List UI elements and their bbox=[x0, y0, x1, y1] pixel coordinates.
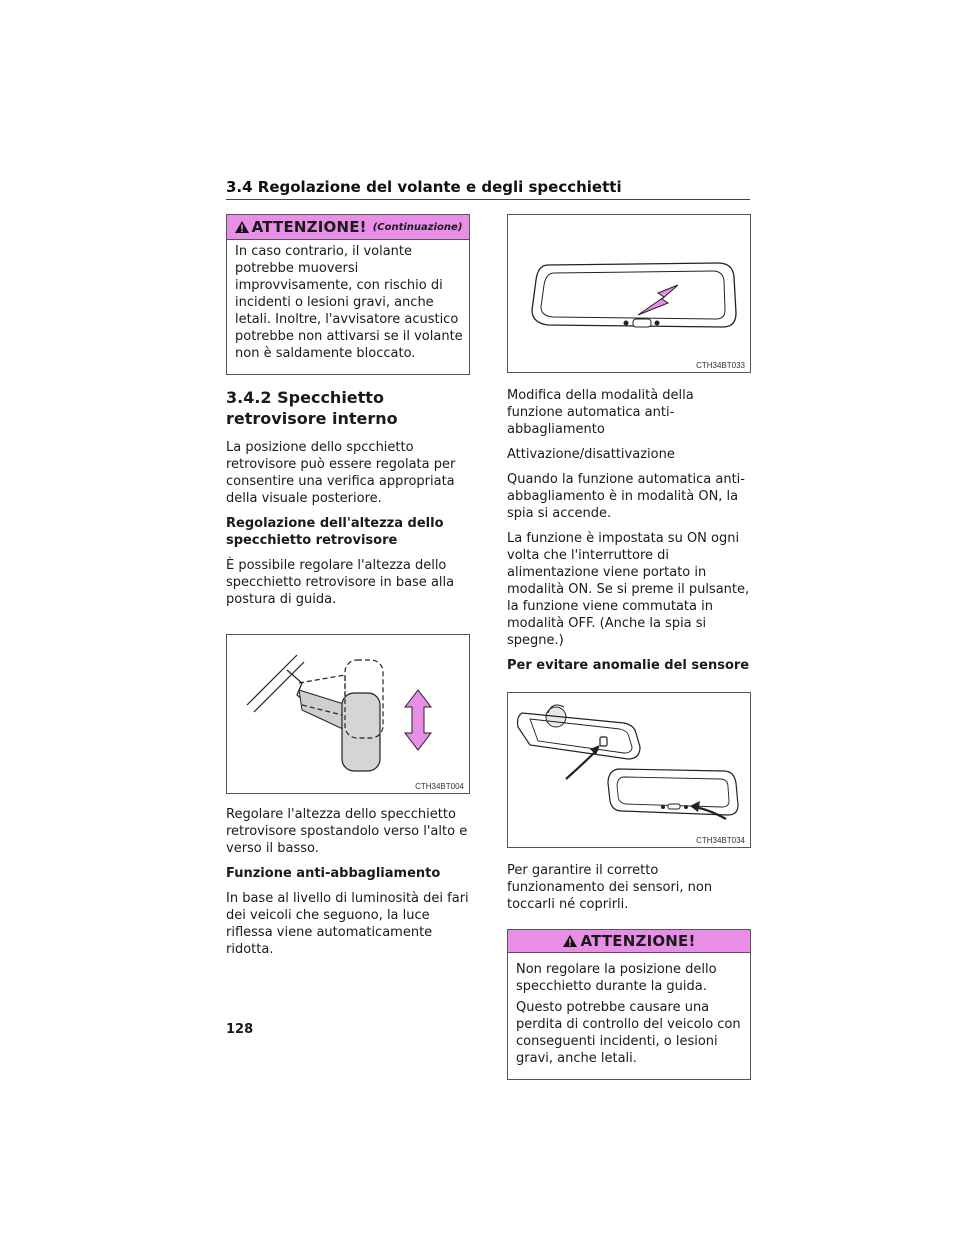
figure-sensors bbox=[507, 692, 751, 848]
warning-continued-label: (Continuazione) bbox=[372, 221, 463, 233]
figure-code: CTH34BT034 bbox=[696, 836, 745, 845]
warning-header bbox=[508, 930, 750, 953]
warning-title: ATTENZIONE! bbox=[580, 932, 696, 950]
warning-body bbox=[227, 240, 469, 374]
right-column bbox=[507, 214, 751, 1092]
mirror-button-illustration bbox=[508, 215, 752, 372]
on-text: Quando la funzione automatica anti-abbagliamento è in modalità ON, la spia si accende. bbox=[507, 472, 745, 521]
page-header: 3.4 Regolazione del volante e degli specchietti bbox=[226, 178, 622, 196]
figure-code: CTH34BT033 bbox=[696, 361, 745, 370]
warning-box bbox=[507, 929, 751, 1080]
power-text: La funzione è impostata su ON ogni volta che l'interruttore di alimentazione viene portato in modalità ON. Se si preme il pulsante, la funzione viene commutata in modalità OFF. (Anche la spia si spegne.) bbox=[507, 531, 750, 648]
toggle-text: Attivazione/disattivazione bbox=[507, 447, 675, 462]
warning-triangle-icon bbox=[562, 934, 578, 948]
antiglare-heading: Funzione anti-abbagliamento bbox=[226, 866, 441, 881]
mode-text: Modifica della modalità della funzione automatica anti-abbagliamento bbox=[507, 388, 694, 437]
header-divider bbox=[226, 199, 750, 200]
warning-triangle-icon bbox=[234, 220, 250, 234]
height-caption: Regolare l'altezza dello specchietto retrovisore spostandolo verso l'alto e verso il basso. bbox=[226, 807, 468, 856]
height-heading: Regolazione dell'altezza dello specchietto retrovisore bbox=[226, 516, 444, 548]
sensor-text: Per garantire il corretto funzionamento dei sensori, non toccarli né coprirli. bbox=[507, 863, 713, 912]
left-column bbox=[226, 214, 470, 966]
warning-title: ATTENZIONE! bbox=[251, 218, 367, 236]
mirror-height-illustration bbox=[227, 635, 471, 793]
section-intro: La posizione dello spcchietto retrovisore può essere regolata per consentire una verifica appropriata della visuale posteriore. bbox=[226, 440, 456, 506]
page-number: 128 bbox=[226, 1022, 254, 1037]
section-title: 3.4.2 Specchietto retrovisore interno bbox=[226, 388, 398, 428]
figure-code: CTH34BT004 bbox=[415, 782, 464, 791]
warning-text-2: Questo potrebbe causare una perdita di controllo del veicolo con conseguenti incidenti, o lesioni gravi, anche letali. bbox=[516, 1000, 741, 1066]
mirror-sensors-illustration bbox=[508, 693, 752, 847]
warning-header bbox=[227, 215, 469, 240]
warning-text: In caso contrario, il volante potrebbe muoversi improvvisamente, con rischio di incidenti o lesioni gravi, anche letali. Inoltre, l'avvisatore acustico potrebbe non attivarsi se il volante non è saldamente bloccato. bbox=[235, 244, 463, 361]
warning-box-continued bbox=[226, 214, 470, 375]
warning-body bbox=[508, 953, 750, 1079]
sensor-heading: Per evitare anomalie del sensore bbox=[507, 658, 750, 673]
antiglare-text: In base al livello di luminosità dei fari dei veicoli che seguono, la luce riflessa viene automaticamente ridotta. bbox=[226, 891, 469, 957]
height-text: È possibile regolare l'altezza dello specchietto retrovisore in base alla postura di guida. bbox=[226, 558, 455, 607]
figure-mirror-height bbox=[226, 634, 470, 794]
figure-antiglare-button bbox=[507, 214, 751, 373]
warning-text-1: Non regolare la posizione dello specchietto durante la guida. bbox=[516, 962, 717, 994]
